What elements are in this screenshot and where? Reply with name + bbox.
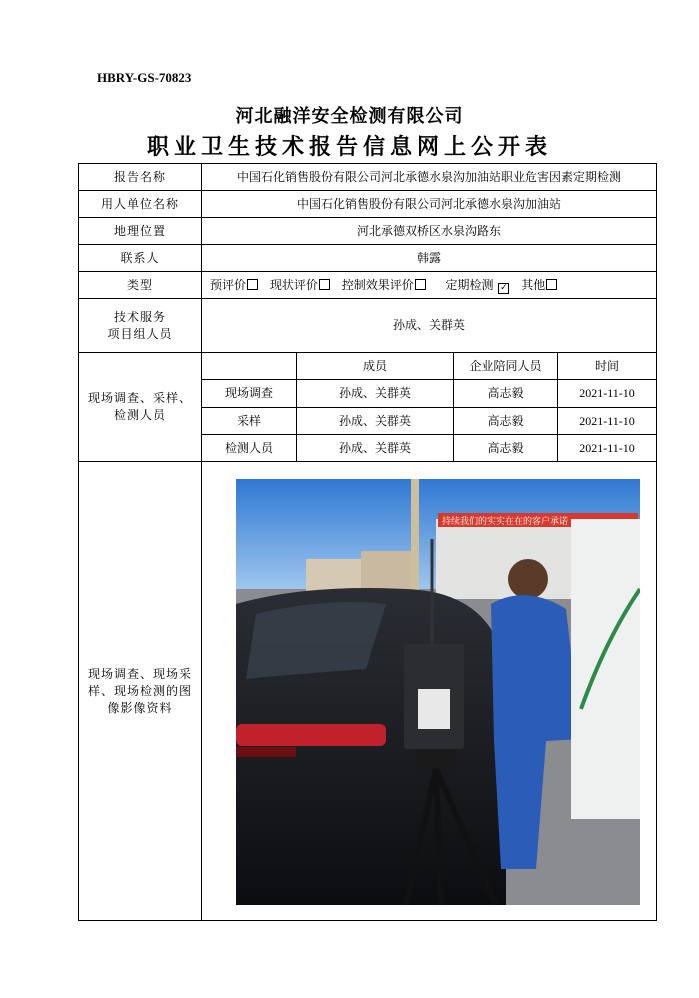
row-report-name [79, 164, 657, 191]
photo-tripod-head [416, 749, 456, 769]
info-table [78, 163, 657, 921]
survey-role: 采样 [202, 408, 297, 435]
survey-role: 现场调查 [202, 380, 297, 408]
survey-date: 2021-11-10 [558, 380, 657, 408]
photo-pole [411, 479, 419, 599]
location-label: 地理位置 [79, 218, 202, 245]
team-value: 孙成、关群英 [202, 299, 657, 353]
photo-meter-label [418, 689, 450, 729]
survey-label: 现场调查、采样、 检测人员 [79, 353, 202, 462]
photo-pump [571, 519, 640, 819]
company-name: 河北融洋安全检测有限公司 [235, 106, 464, 127]
team-label: 技术服务 项目组人员 [79, 299, 202, 353]
checkbox-periodic[interactable]: ✓ [500, 282, 508, 293]
checkbox-status-eval[interactable] [319, 279, 330, 290]
photo-windshield [246, 602, 386, 679]
site-photo [236, 479, 640, 905]
survey-role: 检测人员 [202, 435, 297, 462]
type-option-other[interactable]: 其他 [521, 278, 557, 292]
row-location [79, 218, 657, 245]
photo-banner-text: 持续我们的实实在在的客户承诺 [442, 517, 569, 527]
images-cell [202, 462, 657, 921]
photo-taillight [236, 747, 296, 757]
survey-date: 2021-11-10 [558, 435, 657, 462]
checkbox-other[interactable] [546, 279, 557, 290]
checkbox-pre-eval[interactable] [247, 279, 258, 290]
location-value: 河北承德双桥区水泉沟路东 [202, 218, 657, 245]
survey-header-row [79, 353, 657, 380]
type-option-status-eval[interactable]: 现状评价 [270, 278, 330, 292]
employer-label: 用人单位名称 [79, 191, 202, 218]
contact-label: 联系人 [79, 245, 202, 272]
report-name-label: 报告名称 [79, 164, 202, 191]
row-contact [79, 245, 657, 272]
row-team [79, 299, 657, 353]
employer-value: 中国石化销售股份有限公司河北承德水泉沟加油站 [202, 191, 657, 218]
survey-date: 2021-11-10 [558, 408, 657, 435]
row-images [79, 462, 657, 921]
type-option-periodic[interactable]: 定期检测 ✓ [445, 277, 508, 293]
survey-header-members: 成员 [297, 353, 454, 380]
survey-members: 孙成、关群英 [297, 435, 454, 462]
survey-members: 孙成、关群英 [297, 380, 454, 408]
survey-header-time: 时间 [558, 353, 657, 380]
type-options [202, 272, 657, 299]
photo-person-head [508, 559, 548, 599]
type-option-control-eval[interactable]: 控制效果评价 [342, 278, 426, 292]
photo-distant-building [306, 559, 366, 591]
report-name-value: 中国石化销售股份有限公司河北承德水泉沟加油站职业危害因素定期检测 [202, 164, 657, 191]
contact-value: 韩露 [202, 245, 657, 272]
photo-taillight [236, 724, 386, 746]
document-id: HBRY-GS-70823 [97, 70, 192, 85]
survey-members: 孙成、关群英 [297, 408, 454, 435]
survey-escort: 高志毅 [454, 408, 558, 435]
survey-header-escort: 企业陪同人员 [454, 353, 558, 380]
type-option-pre-eval[interactable]: 预评价 [210, 278, 258, 292]
row-employer [79, 191, 657, 218]
type-label: 类型 [79, 272, 202, 299]
page-title: 职业卫生技术报告信息网上公开表 [146, 134, 552, 160]
images-label: 现场调查、现场采 样、现场检测的图 像影像资料 [79, 462, 202, 921]
survey-escort: 高志毅 [454, 435, 558, 462]
checkbox-control-eval[interactable] [415, 279, 426, 290]
row-type [79, 272, 657, 299]
survey-escort: 高志毅 [454, 380, 558, 408]
photo-distant-building [361, 551, 411, 591]
survey-header-blank [202, 353, 297, 380]
